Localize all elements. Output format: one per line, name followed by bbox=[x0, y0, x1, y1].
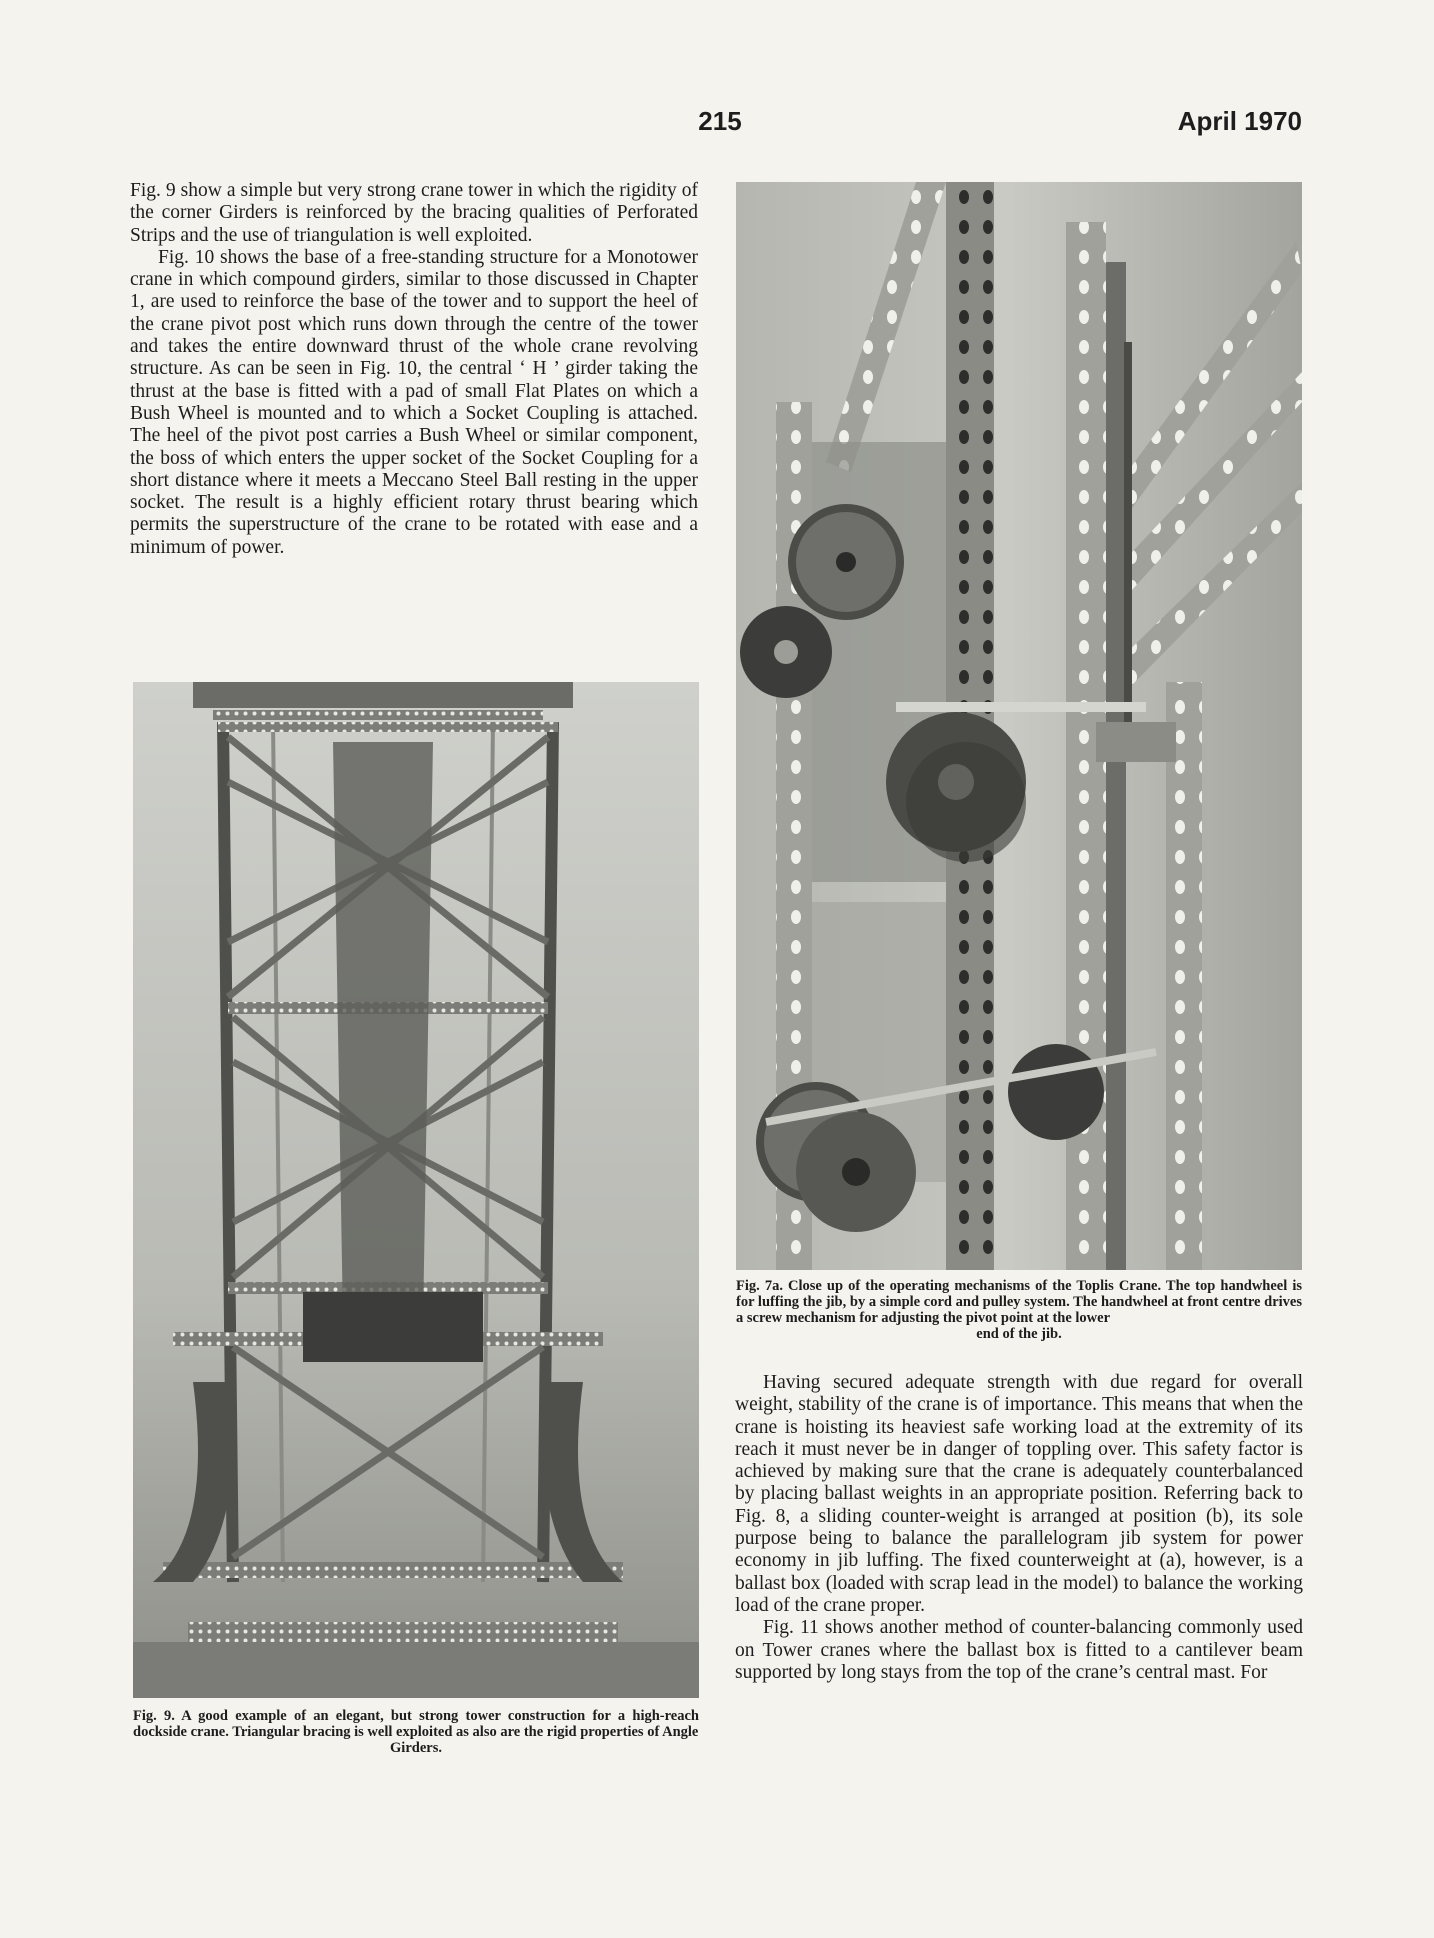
fig7a-caption-end: end of the jib. bbox=[976, 1326, 1062, 1342]
fig9-caption-text: Fig. 9. A good example of an elegant, but strong tower construction for a high-reach dockside crane. Triangular bracing is well exploited as also are the rigid properties of Angle bbox=[133, 1708, 699, 1740]
fig7a-mechanism-photo bbox=[736, 182, 1302, 1270]
fig7a-caption bbox=[736, 1278, 1302, 1342]
fig9-caption-end: Girders. bbox=[390, 1740, 442, 1756]
paragraph-fig10: Fig. 10 shows the base of a free-standing structure for a Monotower crane in which compound girders, similar to those discussed in Chapter 1, are used to reinforce the base of the tower and to support the heel of the crane pivot post which runs down through the centre of the tower and takes the entire downward thrust of the whole crane revolving structure. As can be seen in Fig. 10, the central ‘ H ’ girder taking the thrust at the base is fitted with a pad of small Flat Plates on which a Bush Wheel is mounted and to which a Socket Coupling is attached. The heel of the pivot post carries a Bush Wheel or similar component, the boss of which enters the upper socket of the Socket Coupling for a short distance where it meets a Meccano Steel Ball resting in the upper socket. The result is a highly efficient rotary thrust bearing which permits the superstructure of the crane to be rotated with ease and a minimum of power. bbox=[130, 246, 698, 558]
paragraph-fig9-intro: Fig. 9 show a simple but very strong crane tower in which the rigidity of the corner Girders is reinforced by the bracing qualities of Perforated Strips and the use of triangulation is well exploited. bbox=[130, 180, 698, 246]
fig7a-caption-text: Fig. 7a. Close up of the operating mechanisms of the Toplis Crane. The top handwheel is for luffing the jib, by a simple cord and pulley system. The handwheel at front centre drives a screw mechanism for adjusting the pivot point at the lower bbox=[736, 1278, 1302, 1326]
paragraph-fig11: Fig. 11 shows another method of counter-balancing commonly used on Tower cranes where the ballast box is fitted to a cantilever beam supported by long stays from the top of the crane’s central mast. For bbox=[735, 1617, 1303, 1683]
left-column-text bbox=[130, 180, 698, 559]
fig9-tower-photo bbox=[133, 682, 699, 1698]
paragraph-stability: Having secured adequate strength with due regard for overall weight, stability of the crane is of importance. This means that when the crane is hoisting its heaviest safe working load at the extremity of its reach it must never be in danger of toppling over. This safety factor is achieved by making sure that the crane is adequately counterbalanced by placing ballast weights in an appropriate position. Referring back to Fig. 8, a sliding counter-weight is arranged at position (b), its sole purpose being to balance the parallelogram jib system for power economy in jib luffing. The fixed counterweight at (a), however, is a ballast box (loaded with scrap lead in the model) to balance the working load of the crane proper. bbox=[735, 1372, 1303, 1616]
issue-date: April 1970 bbox=[1177, 106, 1302, 136]
fig9-caption bbox=[133, 1708, 699, 1756]
right-column-text bbox=[735, 1372, 1303, 1684]
page-number: 215 bbox=[698, 106, 742, 136]
